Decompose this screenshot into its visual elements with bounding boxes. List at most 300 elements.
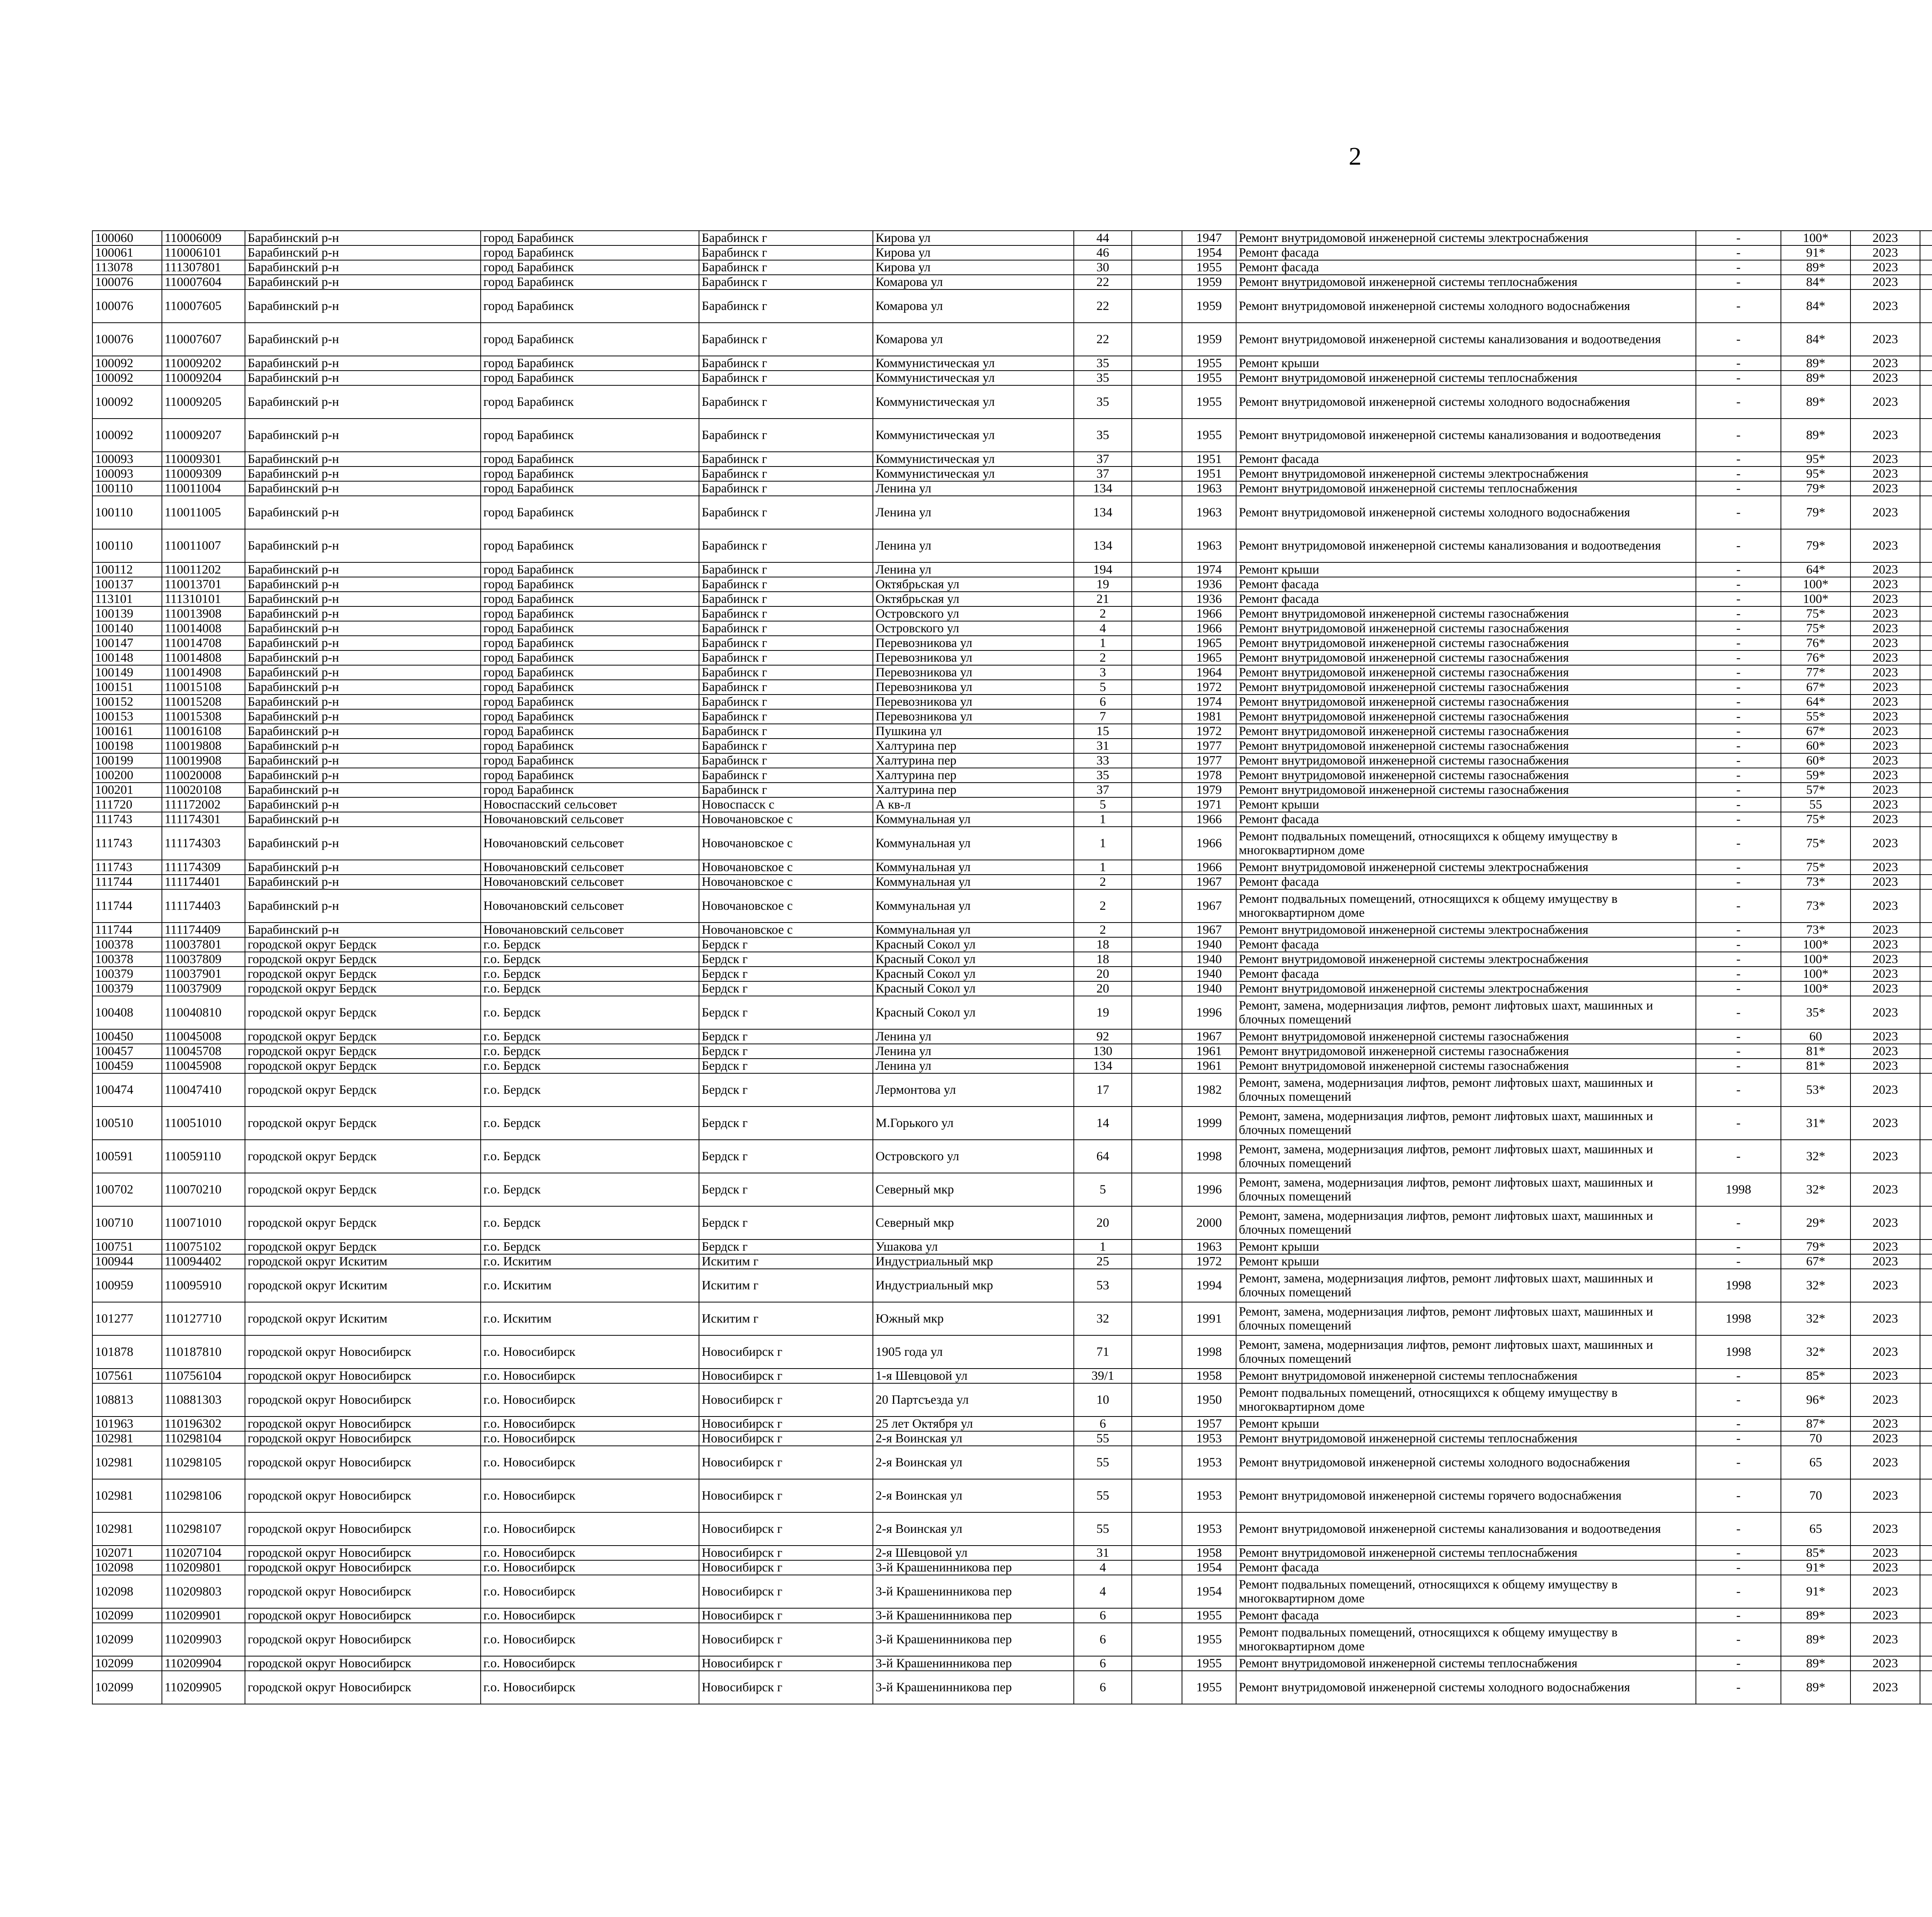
cell-plan-year-start: 2023 (1850, 562, 1920, 577)
cell-municipality: г.о. Искитим (481, 1302, 699, 1335)
cell-wear: 85* (1781, 1369, 1850, 1383)
cell-district: городской округ Бердск (245, 937, 481, 952)
cell-district: Барабинский р-н (245, 621, 481, 636)
cell-house-number: 10 (1074, 1383, 1132, 1416)
cell-year-note: - (1696, 1479, 1781, 1512)
cell-house-number: 55 (1074, 1479, 1132, 1512)
cell-settlement: Новосибирск г (699, 1546, 873, 1560)
cell-building (1132, 952, 1182, 967)
page-number: 2 (1349, 142, 1362, 170)
cell-building (1132, 289, 1182, 323)
cell-year-note: - (1696, 981, 1781, 996)
cell-plan-year-end (1920, 1206, 1932, 1239)
cell-work-id: 111172002 (162, 797, 245, 812)
cell-district: Барабинский р-н (245, 768, 481, 783)
cell-wear: 79* (1781, 529, 1850, 562)
cell-plan-year-start: 2023 (1850, 650, 1920, 665)
cell-year-note: - (1696, 1560, 1781, 1575)
cell-municipality: г.о. Бердск (481, 1140, 699, 1173)
cell-plan-year-start: 2023 (1850, 371, 1920, 385)
cell-street: Кирова ул (873, 260, 1074, 275)
table-row (92, 1383, 1932, 1416)
cell-object-id: 100147 (92, 636, 162, 650)
cell-work-type: Ремонт внутридомовой инженерной системы газоснабжения (1236, 606, 1696, 621)
cell-wear: 100* (1781, 577, 1850, 592)
cell-settlement: Новочановское с (699, 923, 873, 937)
cell-municipality: г.о. Новосибирск (481, 1446, 699, 1479)
cell-year-note: - (1696, 680, 1781, 695)
cell-work-type: Ремонт подвальных помещений, относящихся к общему имуществу в многоквартирном доме (1236, 1575, 1696, 1608)
cell-wear: 67* (1781, 1254, 1850, 1269)
cell-municipality: г.о. Искитим (481, 1254, 699, 1269)
cell-wear: 32* (1781, 1335, 1850, 1369)
cell-work-id: 110015308 (162, 709, 245, 724)
cell-street: 1905 года ул (873, 1335, 1074, 1369)
cell-year-note: - (1696, 937, 1781, 952)
cell-work-type: Ремонт внутридомовой инженерной системы теплоснабжения (1236, 1546, 1696, 1560)
cell-year-note: - (1696, 1446, 1781, 1479)
cell-object-id: 100153 (92, 709, 162, 724)
cell-house-number: 4 (1074, 1575, 1132, 1608)
cell-settlement: Новосибирск г (699, 1479, 873, 1512)
cell-settlement: Новосибирск г (699, 1335, 873, 1369)
cell-plan-year-end (1920, 371, 1932, 385)
cell-building (1132, 1302, 1182, 1335)
cell-municipality: город Барабинск (481, 466, 699, 481)
cell-settlement: Барабинск г (699, 260, 873, 275)
cell-street: Красный Сокол ул (873, 967, 1074, 981)
cell-plan-year-start: 2023 (1850, 245, 1920, 260)
cell-plan-year-end (1920, 1479, 1932, 1512)
cell-building (1132, 1431, 1182, 1446)
cell-district: Барабинский р-н (245, 680, 481, 695)
cell-plan-year-end (1920, 1431, 1932, 1446)
cell-object-id: 102981 (92, 1479, 162, 1512)
cell-object-id: 100076 (92, 275, 162, 289)
cell-plan-year-start: 2023 (1850, 356, 1920, 371)
cell-plan-year-end (1920, 797, 1932, 812)
cell-wear: 100* (1781, 937, 1850, 952)
cell-work-type: Ремонт фасада (1236, 592, 1696, 606)
cell-plan-year-start: 2023 (1850, 1479, 1920, 1512)
cell-wear: 31* (1781, 1107, 1850, 1140)
cell-municipality: город Барабинск (481, 606, 699, 621)
cell-work-id: 110071010 (162, 1206, 245, 1239)
cell-street: Перевозникова ул (873, 695, 1074, 709)
cell-house-number: 32 (1074, 1302, 1132, 1335)
cell-year-note: - (1696, 967, 1781, 981)
cell-year-built: 1955 (1182, 1608, 1236, 1623)
cell-house-number: 15 (1074, 724, 1132, 739)
cell-building (1132, 621, 1182, 636)
cell-work-type: Ремонт крыши (1236, 562, 1696, 577)
cell-street: Халтурина пер (873, 739, 1074, 753)
cell-wear: 55 (1781, 797, 1850, 812)
cell-settlement: Барабинск г (699, 529, 873, 562)
cell-plan-year-start: 2023 (1850, 260, 1920, 275)
cell-wear: 32* (1781, 1173, 1850, 1206)
cell-work-type: Ремонт, замена, модернизация лифтов, ремонт лифтовых шахт, машинных и блочных помещений (1236, 1140, 1696, 1173)
cell-municipality: город Барабинск (481, 695, 699, 709)
cell-building (1132, 1479, 1182, 1512)
cell-work-id: 110047410 (162, 1073, 245, 1107)
cell-plan-year-end (1920, 724, 1932, 739)
cell-work-id: 110013701 (162, 577, 245, 592)
cell-house-number: 20 (1074, 967, 1132, 981)
cell-object-id: 100148 (92, 650, 162, 665)
cell-house-number: 18 (1074, 952, 1132, 967)
cell-year-note: - (1696, 260, 1781, 275)
cell-object-id: 100459 (92, 1059, 162, 1073)
cell-plan-year-start: 2023 (1850, 592, 1920, 606)
cell-year-note: - (1696, 812, 1781, 827)
cell-year-built: 1977 (1182, 739, 1236, 753)
cell-street: 2-я Воинская ул (873, 1431, 1074, 1446)
cell-house-number: 30 (1074, 260, 1132, 275)
cell-municipality: город Барабинск (481, 385, 699, 419)
cell-work-type: Ремонт внутридомовой инженерной системы газоснабжения (1236, 1059, 1696, 1073)
cell-wear: 76* (1781, 636, 1850, 650)
cell-street: Красный Сокол ул (873, 996, 1074, 1029)
cell-wear: 89* (1781, 1656, 1850, 1671)
cell-object-id: 100093 (92, 452, 162, 466)
table-row (92, 606, 1932, 621)
cell-district: городской округ Бердск (245, 981, 481, 996)
cell-object-id: 111744 (92, 923, 162, 937)
cell-year-note: - (1696, 889, 1781, 923)
cell-work-type: Ремонт фасада (1236, 577, 1696, 592)
cell-street: Халтурина пер (873, 783, 1074, 797)
cell-plan-year-end (1920, 1369, 1932, 1383)
table-row (92, 996, 1932, 1029)
cell-street: Пушкина ул (873, 724, 1074, 739)
cell-house-number: 39/1 (1074, 1369, 1132, 1383)
cell-object-id: 102981 (92, 1431, 162, 1446)
cell-street: Коммунистическая ул (873, 466, 1074, 481)
cell-house-number: 194 (1074, 562, 1132, 577)
cell-building (1132, 356, 1182, 371)
cell-municipality: город Барабинск (481, 636, 699, 650)
cell-municipality: город Барабинск (481, 562, 699, 577)
cell-object-id: 102099 (92, 1656, 162, 1671)
cell-building (1132, 1059, 1182, 1073)
cell-plan-year-end (1920, 753, 1932, 768)
cell-year-note: - (1696, 577, 1781, 592)
table-row (92, 1575, 1932, 1608)
cell-street: Красный Сокол ул (873, 981, 1074, 996)
table-row (92, 1512, 1932, 1546)
cell-street: 25 лет Октября ул (873, 1416, 1074, 1431)
cell-object-id: 111744 (92, 889, 162, 923)
cell-house-number: 6 (1074, 1623, 1132, 1656)
cell-municipality: Новоспасский сельсовет (481, 797, 699, 812)
cell-wear: 60* (1781, 753, 1850, 768)
cell-building (1132, 753, 1182, 768)
cell-plan-year-end (1920, 577, 1932, 592)
cell-year-built: 1954 (1182, 1560, 1236, 1575)
cell-wear: 84* (1781, 289, 1850, 323)
cell-year-built: 1953 (1182, 1512, 1236, 1546)
cell-object-id: 100092 (92, 356, 162, 371)
cell-year-note: - (1696, 245, 1781, 260)
cell-work-type: Ремонт внутридомовой инженерной системы газоснабжения (1236, 636, 1696, 650)
cell-plan-year-start: 2023 (1850, 496, 1920, 529)
cell-wear: 89* (1781, 1671, 1850, 1704)
cell-street: Коммунальная ул (873, 812, 1074, 827)
cell-plan-year-end (1920, 1512, 1932, 1546)
cell-work-type: Ремонт подвальных помещений, относящихся к общему имуществу в многоквартирном доме (1236, 827, 1696, 860)
cell-house-number: 55 (1074, 1512, 1132, 1546)
cell-work-type: Ремонт внутридомовой инженерной системы газоснабжения (1236, 695, 1696, 709)
cell-object-id: 111743 (92, 860, 162, 875)
cell-wear: 65 (1781, 1446, 1850, 1479)
cell-wear: 55* (1781, 709, 1850, 724)
cell-plan-year-end (1920, 592, 1932, 606)
cell-district: городской округ Новосибирск (245, 1369, 481, 1383)
cell-street: Перевозникова ул (873, 709, 1074, 724)
table-row (92, 1269, 1932, 1302)
cell-building (1132, 419, 1182, 452)
cell-street: Ленина ул (873, 562, 1074, 577)
cell-plan-year-start: 2023 (1850, 724, 1920, 739)
cell-district: городской округ Новосибирск (245, 1416, 481, 1431)
cell-work-id: 110020008 (162, 768, 245, 783)
table-row (92, 1206, 1932, 1239)
cell-plan-year-start: 2023 (1850, 1656, 1920, 1671)
table-row (92, 1446, 1932, 1479)
cell-plan-year-start: 2023 (1850, 665, 1920, 680)
cell-object-id: 100457 (92, 1044, 162, 1059)
cell-wear: 89* (1781, 1608, 1850, 1623)
cell-year-note: - (1696, 606, 1781, 621)
cell-work-id: 110009202 (162, 356, 245, 371)
cell-year-note: - (1696, 739, 1781, 753)
table-row (92, 724, 1932, 739)
cell-work-type: Ремонт внутридомовой инженерной системы холодного водоснабжения (1236, 496, 1696, 529)
cell-year-built: 1955 (1182, 385, 1236, 419)
cell-work-type: Ремонт внутридомовой инженерной системы канализования и водоотведения (1236, 1512, 1696, 1546)
cell-work-id: 110298107 (162, 1512, 245, 1546)
cell-plan-year-start: 2023 (1850, 231, 1920, 245)
cell-settlement: Бердск г (699, 981, 873, 996)
cell-district: Барабинский р-н (245, 650, 481, 665)
cell-plan-year-start: 2023 (1850, 1369, 1920, 1383)
cell-house-number: 19 (1074, 577, 1132, 592)
cell-house-number: 35 (1074, 385, 1132, 419)
cell-building (1132, 1239, 1182, 1254)
cell-plan-year-end (1920, 665, 1932, 680)
cell-work-type: Ремонт крыши (1236, 1254, 1696, 1269)
cell-settlement: Барабинск г (699, 356, 873, 371)
cell-street: Октябрьская ул (873, 577, 1074, 592)
cell-year-note: - (1696, 1044, 1781, 1059)
cell-object-id: 100092 (92, 385, 162, 419)
cell-plan-year-start: 2023 (1850, 481, 1920, 496)
cell-work-id: 110015108 (162, 680, 245, 695)
cell-district: Барабинский р-н (245, 724, 481, 739)
cell-work-type: Ремонт, замена, модернизация лифтов, ремонт лифтовых шахт, машинных и блочных помещений (1236, 1173, 1696, 1206)
cell-work-id: 110007605 (162, 289, 245, 323)
cell-street: Октябрьская ул (873, 592, 1074, 606)
cell-settlement: Новочановское с (699, 889, 873, 923)
cell-plan-year-end (1920, 621, 1932, 636)
cell-settlement: Бердск г (699, 1107, 873, 1140)
table-row (92, 680, 1932, 695)
cell-work-id: 110009301 (162, 452, 245, 466)
cell-street: 3-й Крашенинникова пер (873, 1560, 1074, 1575)
cell-street: А кв-л (873, 797, 1074, 812)
cell-year-note: - (1696, 481, 1781, 496)
cell-year-built: 1955 (1182, 1656, 1236, 1671)
cell-year-built: 1966 (1182, 621, 1236, 636)
cell-wear: 87* (1781, 1416, 1850, 1431)
cell-work-id: 111174309 (162, 860, 245, 875)
cell-district: Барабинский р-н (245, 636, 481, 650)
cell-year-note: - (1696, 1239, 1781, 1254)
cell-municipality: Новочановский сельсовет (481, 889, 699, 923)
cell-house-number: 6 (1074, 695, 1132, 709)
cell-building (1132, 768, 1182, 783)
cell-year-built: 1964 (1182, 665, 1236, 680)
cell-district: Барабинский р-н (245, 466, 481, 481)
cell-wear: 100* (1781, 592, 1850, 606)
cell-house-number: 6 (1074, 1671, 1132, 1704)
cell-street: Коммунистическая ул (873, 385, 1074, 419)
cell-district: городской округ Бердск (245, 996, 481, 1029)
cell-plan-year-start: 2023 (1850, 709, 1920, 724)
cell-municipality: г.о. Бердск (481, 1059, 699, 1073)
cell-wear: 65 (1781, 1512, 1850, 1546)
cell-work-id: 110209801 (162, 1560, 245, 1575)
cell-plan-year-end (1920, 1059, 1932, 1073)
cell-plan-year-start: 2023 (1850, 739, 1920, 753)
cell-work-id: 110011005 (162, 496, 245, 529)
cell-house-number: 22 (1074, 323, 1132, 356)
cell-plan-year-start: 2023 (1850, 1073, 1920, 1107)
cell-year-built: 1959 (1182, 289, 1236, 323)
cell-plan-year-start: 2023 (1850, 606, 1920, 621)
cell-district: Барабинский р-н (245, 356, 481, 371)
cell-municipality: Новочановский сельсовет (481, 812, 699, 827)
cell-work-type: Ремонт внутридомовой инженерной системы газоснабжения (1236, 650, 1696, 665)
cell-street: Коммунистическая ул (873, 452, 1074, 466)
cell-street: Перевозникова ул (873, 636, 1074, 650)
cell-year-built: 1958 (1182, 1369, 1236, 1383)
cell-year-built: 1955 (1182, 356, 1236, 371)
cell-building (1132, 1173, 1182, 1206)
cell-plan-year-end (1920, 529, 1932, 562)
cell-object-id: 100151 (92, 680, 162, 695)
cell-settlement: Бердск г (699, 1206, 873, 1239)
cell-object-id: 100199 (92, 753, 162, 768)
cell-district: городской округ Новосибирск (245, 1512, 481, 1546)
cell-street: Коммунальная ул (873, 923, 1074, 937)
cell-year-built: 1981 (1182, 709, 1236, 724)
cell-municipality: город Барабинск (481, 496, 699, 529)
cell-settlement: Барабинск г (699, 231, 873, 245)
cell-plan-year-end (1920, 289, 1932, 323)
cell-plan-year-start: 2023 (1850, 783, 1920, 797)
cell-work-id: 110037901 (162, 967, 245, 981)
table-row (92, 1044, 1932, 1059)
cell-work-id: 110009309 (162, 466, 245, 481)
cell-work-id: 110207104 (162, 1546, 245, 1560)
cell-work-id: 110014908 (162, 665, 245, 680)
cell-work-id: 110298106 (162, 1479, 245, 1512)
cell-year-note: - (1696, 724, 1781, 739)
cell-plan-year-end (1920, 1302, 1932, 1335)
cell-wear: 100* (1781, 952, 1850, 967)
cell-street: Ленина ул (873, 1044, 1074, 1059)
cell-plan-year-end (1920, 1623, 1932, 1656)
cell-house-number: 7 (1074, 709, 1132, 724)
cell-year-built: 1974 (1182, 562, 1236, 577)
cell-municipality: город Барабинск (481, 665, 699, 680)
cell-work-id: 111174403 (162, 889, 245, 923)
cell-street: 20 Партсъезда ул (873, 1383, 1074, 1416)
cell-municipality: Новочановский сельсовет (481, 860, 699, 875)
cell-year-built: 1998 (1182, 1335, 1236, 1369)
cell-work-type: Ремонт внутридомовой инженерной системы газоснабжения (1236, 783, 1696, 797)
cell-street: 2-я Воинская ул (873, 1512, 1074, 1546)
cell-wear: 67* (1781, 724, 1850, 739)
cell-work-id: 110045908 (162, 1059, 245, 1073)
cell-work-type: Ремонт внутридомовой инженерной системы газоснабжения (1236, 768, 1696, 783)
cell-year-note: - (1696, 452, 1781, 466)
cell-plan-year-start: 2023 (1850, 1512, 1920, 1546)
cell-district: городской округ Новосибирск (245, 1608, 481, 1623)
cell-district: Барабинский р-н (245, 812, 481, 827)
table-row (92, 1656, 1932, 1671)
cell-municipality: г.о. Бердск (481, 952, 699, 967)
cell-house-number: 2 (1074, 923, 1132, 937)
cell-house-number: 71 (1074, 1335, 1132, 1369)
cell-work-id: 110011202 (162, 562, 245, 577)
cell-municipality: г.о. Новосибирск (481, 1575, 699, 1608)
cell-plan-year-end (1920, 1073, 1932, 1107)
cell-plan-year-end (1920, 275, 1932, 289)
cell-municipality: г.о. Новосибирск (481, 1416, 699, 1431)
cell-year-built: 1955 (1182, 260, 1236, 275)
cell-work-type: Ремонт внутридомовой инженерной системы теплоснабжения (1236, 1369, 1696, 1383)
table-row (92, 371, 1932, 385)
cell-year-built: 1955 (1182, 1623, 1236, 1656)
cell-wear: 75* (1781, 812, 1850, 827)
cell-plan-year-start: 2023 (1850, 1044, 1920, 1059)
cell-street: Комарова ул (873, 289, 1074, 323)
cell-house-number: 21 (1074, 592, 1132, 606)
cell-district: Барабинский р-н (245, 753, 481, 768)
cell-year-built: 1951 (1182, 452, 1236, 466)
cell-house-number: 55 (1074, 1446, 1132, 1479)
cell-municipality: г.о. Новосибирск (481, 1546, 699, 1560)
cell-plan-year-start: 2023 (1850, 812, 1920, 827)
cell-work-id: 110015208 (162, 695, 245, 709)
cell-year-built: 1996 (1182, 1173, 1236, 1206)
cell-plan-year-start: 2023 (1850, 1239, 1920, 1254)
cell-object-id: 102071 (92, 1546, 162, 1560)
cell-settlement: Бердск г (699, 996, 873, 1029)
cell-wear: 75* (1781, 827, 1850, 860)
cell-street: Халтурина пер (873, 753, 1074, 768)
cell-street: Красный Сокол ул (873, 937, 1074, 952)
cell-district: Барабинский р-н (245, 827, 481, 860)
cell-work-type: Ремонт крыши (1236, 797, 1696, 812)
cell-street: Лермонтова ул (873, 1073, 1074, 1107)
cell-settlement: Барабинск г (699, 385, 873, 419)
cell-house-number: 5 (1074, 1173, 1132, 1206)
table-row (92, 783, 1932, 797)
